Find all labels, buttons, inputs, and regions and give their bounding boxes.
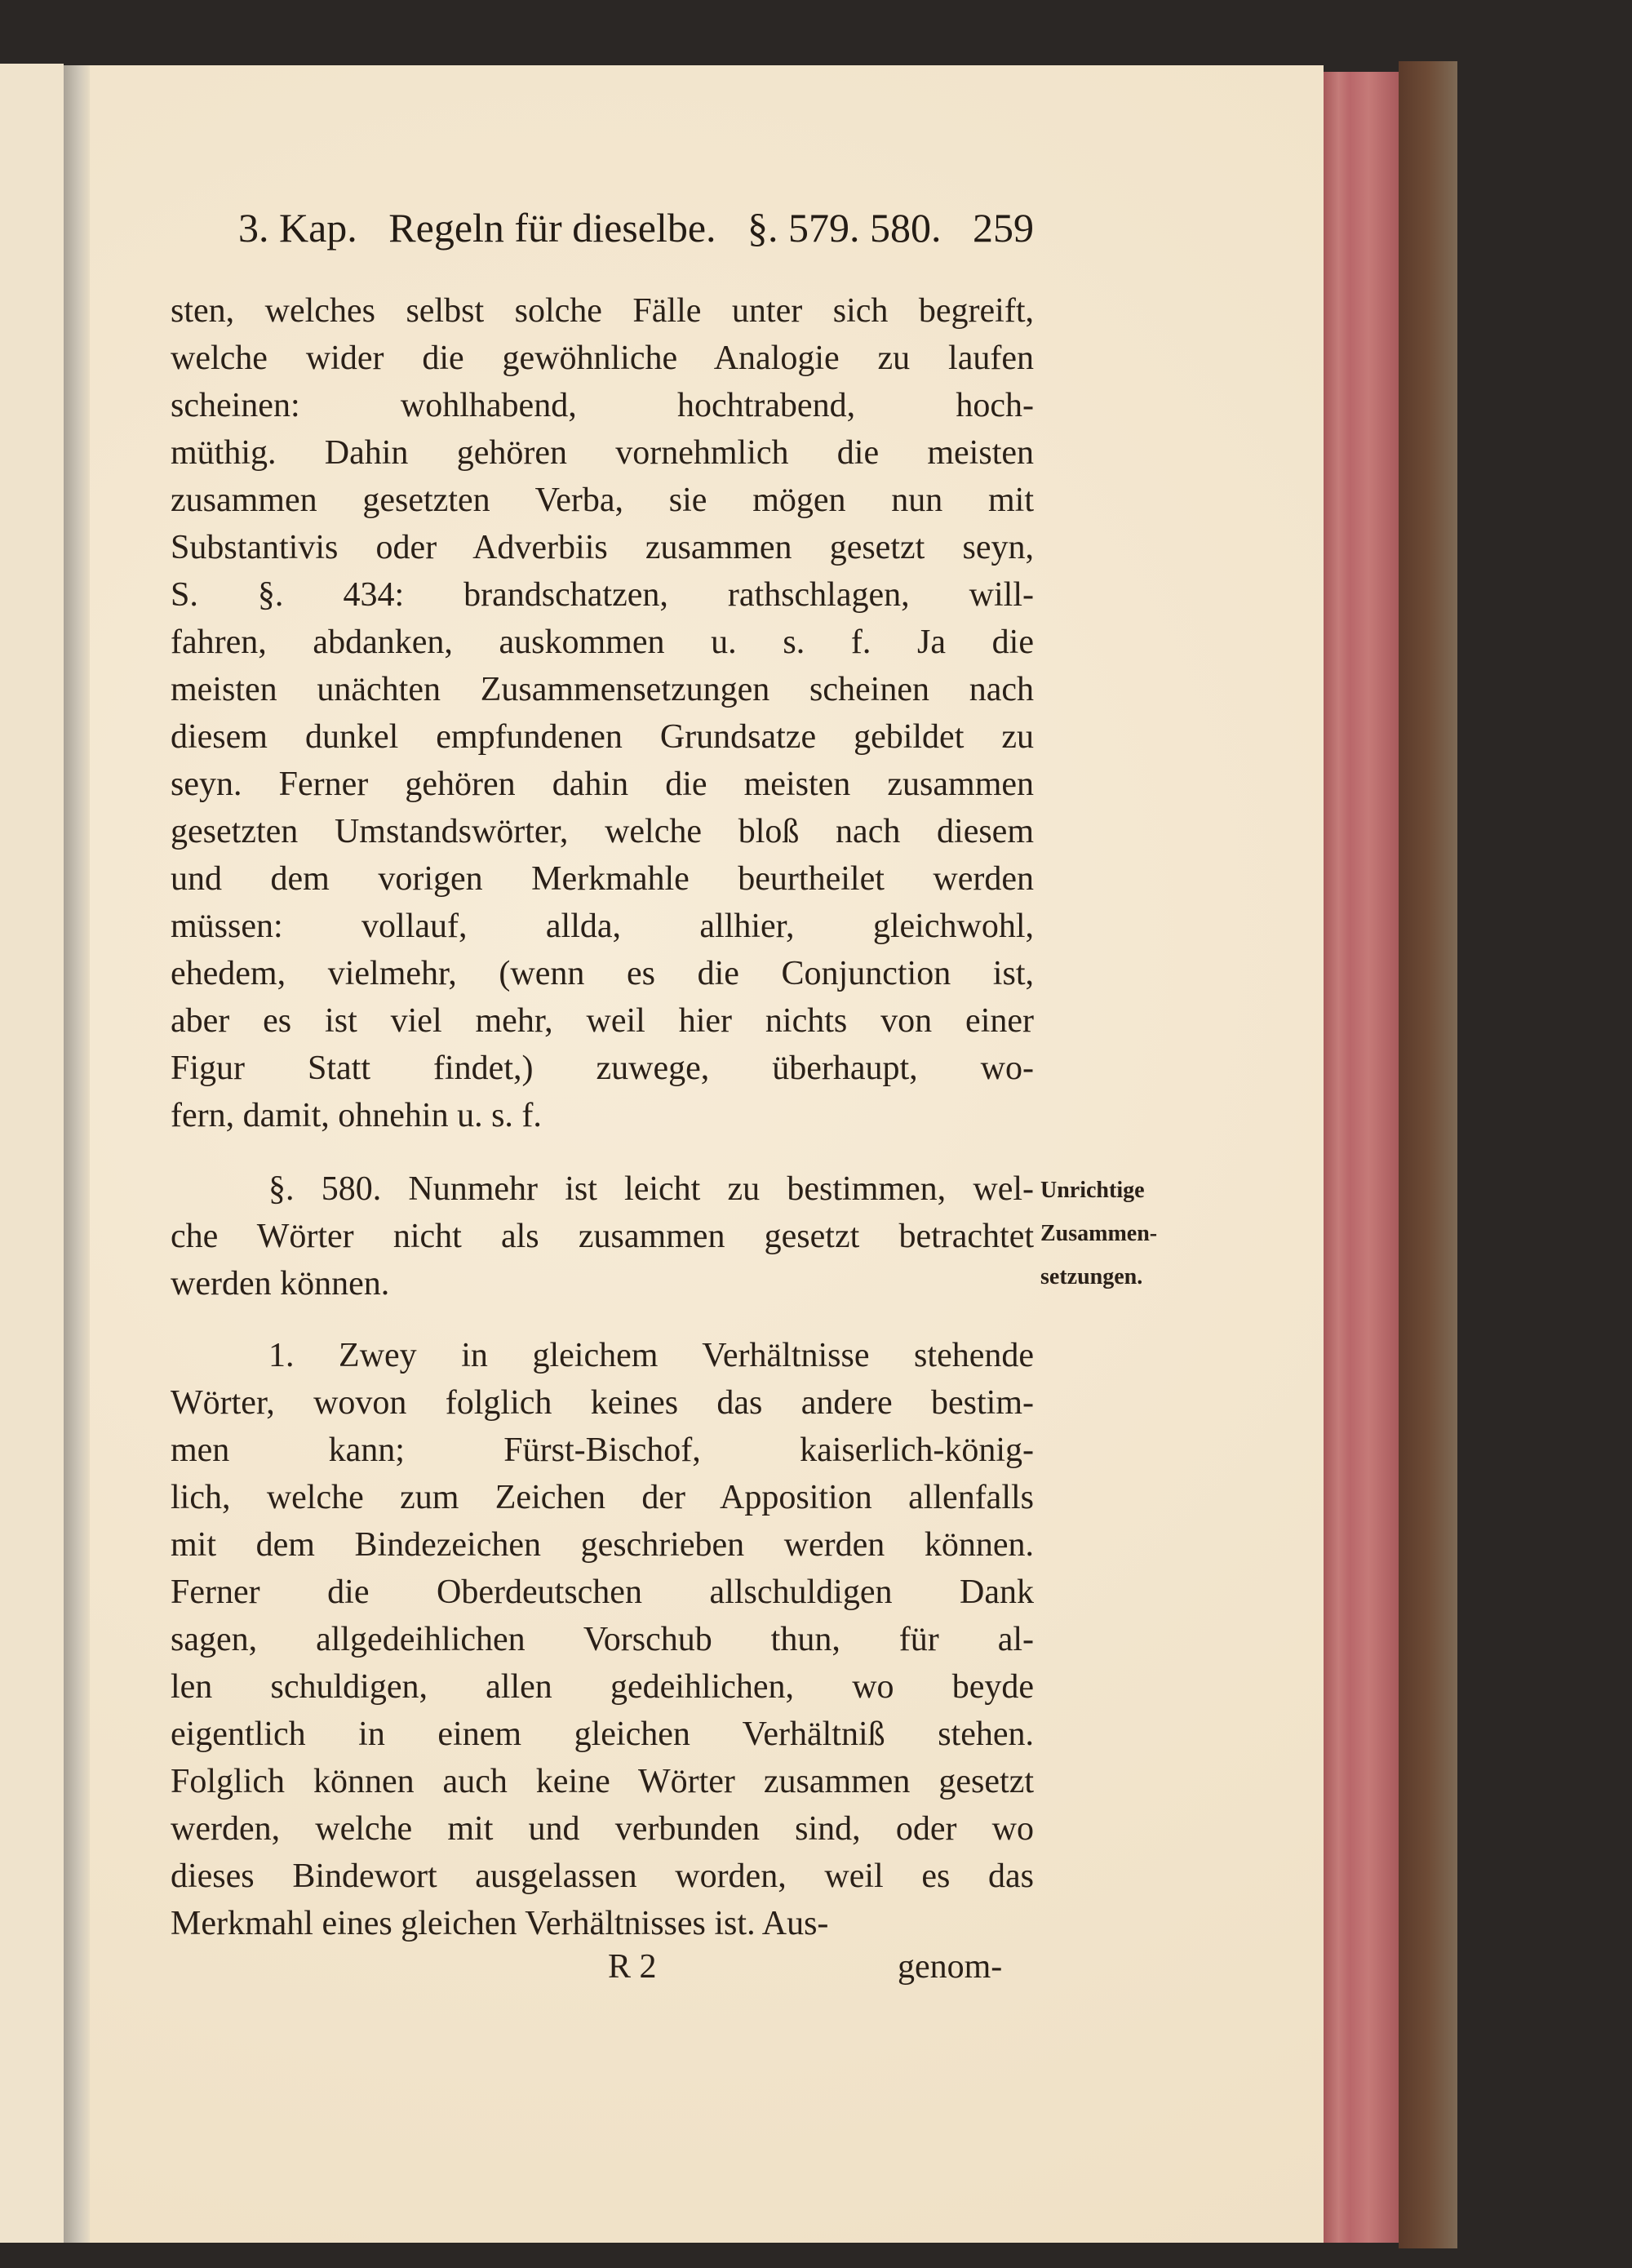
facing-page-edge <box>0 64 64 2243</box>
text-line: Merkmahl eines gleichen Verhältnisses ist. Aus- <box>171 1905 829 1942</box>
text-line: welche wider die gewöhnliche Analogie zu laufen <box>171 340 1034 377</box>
text-line: Folglich können auch keine Wörter zusammen gesetzt <box>171 1763 1034 1800</box>
margin-note <box>1040 1169 1157 1298</box>
margin-note-line: setzungen. <box>1040 1264 1143 1289</box>
paragraph-579-continuation <box>171 287 1034 1139</box>
book-gutter <box>64 65 90 2243</box>
header-sections: §. 579. 580. <box>747 205 942 251</box>
text-line: werden können. <box>171 1265 390 1303</box>
text-line: gesetzten Umstandswörter, welche bloß nach diesem <box>171 813 1034 850</box>
item-1 <box>171 1332 1034 1947</box>
text-line: sten, welches selbst solche Fälle unter sich begreift, <box>171 292 1034 330</box>
margin-note-line: Unrichtige <box>1040 1178 1145 1203</box>
text-line: fahren, abdanken, auskommen u. s. f. Ja die <box>171 624 1034 661</box>
text-line: Ferner die Oberdeutschen allschuldigen Dank <box>171 1573 1034 1611</box>
text-line: eigentlich in einem gleichen Verhältniß stehen. <box>171 1715 1034 1753</box>
text-line: che Wörter nicht als zusammen gesetzt betrachtet <box>171 1218 1034 1255</box>
header-chapter: 3. Kap. <box>238 205 357 251</box>
text-line: Wörter, wovon folglich keines das andere bestim- <box>171 1384 1034 1422</box>
paragraph-580 <box>171 1165 1034 1307</box>
text-line: müssen: vollauf, allda, allhier, gleichwohl, <box>171 908 1034 945</box>
text-line: zusammen gesetzten Verba, sie mögen nun mit <box>171 482 1034 519</box>
page-number: 259 <box>972 205 1034 251</box>
text-line: diesem dunkel empfundenen Grundsatze gebildet zu <box>171 718 1034 756</box>
text-line: werden, welche mit und verbunden sind, oder wo <box>171 1810 1034 1848</box>
text-line: seyn. Ferner gehören dahin die meisten zusammen <box>171 766 1034 803</box>
text-line: lich, welche zum Zeichen der Apposition allenfalls <box>171 1479 1034 1516</box>
text-line: aber es ist viel mehr, weil hier nichts von einer <box>171 1002 1034 1040</box>
text-line: scheinen: wohlhabend, hochtrabend, hoch- <box>171 387 1034 424</box>
text-line: len schuldigen, allen gedeihlichen, wo beyde <box>171 1668 1034 1706</box>
header-title: Regeln für dieselbe. <box>388 205 716 251</box>
text-line: §. 580. Nunmehr ist leicht zu bestimmen, wel- <box>268 1170 1034 1208</box>
red-page-edges <box>1324 72 1399 2243</box>
text-line: Substantivis oder Adverbiis zusammen gesetzt seyn, <box>171 529 1034 566</box>
running-header <box>238 204 1034 251</box>
text-line: Figur Statt findet,) zuwege, überhaupt, wo- <box>171 1050 1034 1087</box>
signature-mark: R 2 <box>608 1948 657 1986</box>
text-line: S. §. 434: brandschatzen, rathschlagen, will- <box>171 576 1034 614</box>
text-line: mit dem Bindezeichen geschrieben werden können. <box>171 1526 1034 1564</box>
text-line: 1. Zwey in gleichem Verhältnisse stehende <box>268 1337 1034 1374</box>
text-line: sagen, allgedeihlichen Vorschub thun, für al- <box>171 1621 1034 1658</box>
text-line: dieses Bindewort ausgelassen worden, weil es das <box>171 1857 1034 1895</box>
text-line: meisten unächten Zusammensetzungen scheinen nach <box>171 671 1034 708</box>
text-line: müthig. Dahin gehören vornehmlich die meisten <box>171 434 1034 472</box>
leather-cover <box>1399 61 1457 2248</box>
text-line: fern, damit, ohnehin u. s. f. <box>171 1097 542 1134</box>
text-line: ehedem, vielmehr, (wenn es die Conjunction ist, <box>171 955 1034 992</box>
margin-note-line: Zusammen- <box>1040 1221 1158 1246</box>
text-line: men kann; Fürst-Bischof, kaiserlich-könig- <box>171 1431 1034 1469</box>
text-line: und dem vorigen Merkmahle beurtheilet werden <box>171 860 1034 898</box>
catchword: genom- <box>898 1948 1003 1986</box>
